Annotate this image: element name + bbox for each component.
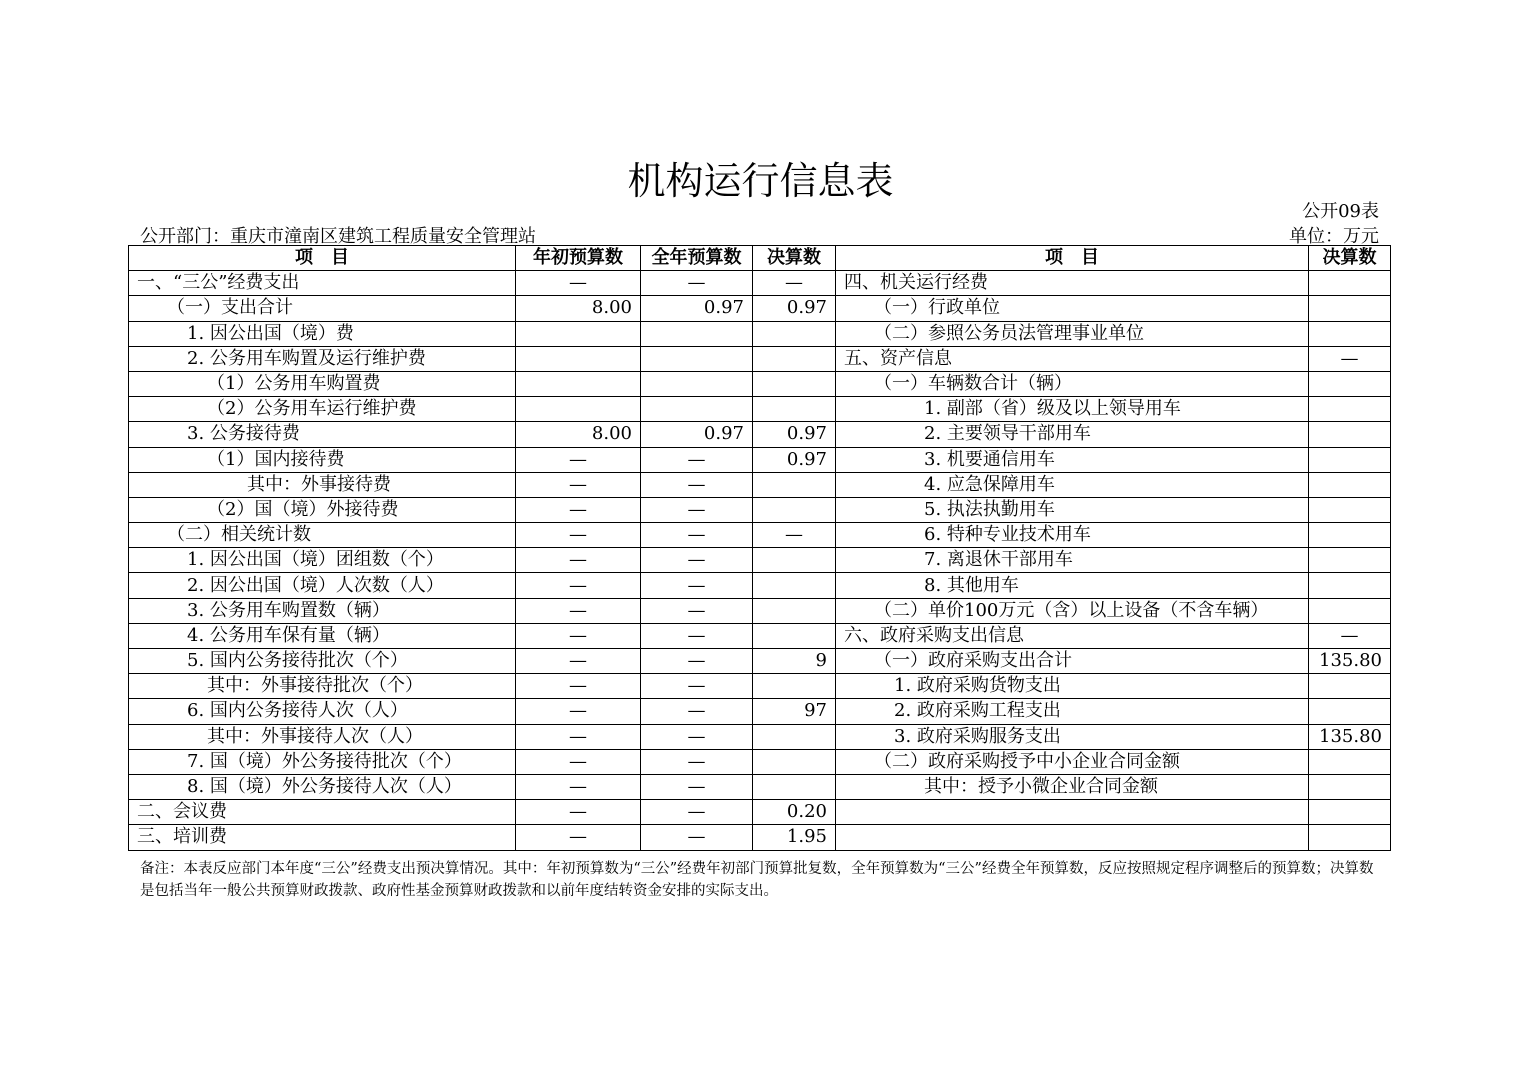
- row-item-right: 1. 政府采购货物支出: [836, 674, 1309, 699]
- row-final-accounts: [753, 548, 836, 573]
- row-full-year-budget: —: [641, 472, 753, 497]
- table-row: [129, 774, 1391, 799]
- row-item-right: [836, 825, 1309, 850]
- row-initial-budget: [516, 321, 641, 346]
- department-label: 公开部门：重庆市潼南区建筑工程质量安全管理站: [140, 226, 536, 247]
- row-final-accounts: —: [753, 523, 836, 548]
- row-item-left: （一）支出合计: [129, 296, 516, 321]
- row-item-left: 2. 因公出国（境）人次数（人）: [129, 573, 516, 598]
- row-full-year-budget: 0.97: [641, 422, 753, 447]
- row-item-left: 其中：外事接待费: [129, 472, 516, 497]
- table-row: [129, 699, 1391, 724]
- row-final-accounts: [753, 623, 836, 648]
- table-row: [129, 371, 1391, 396]
- table-row: [129, 296, 1391, 321]
- header-final-accounts: 决算数: [753, 246, 836, 271]
- footnote: 备注：本表反应部门本年度“三公”经费支出预决算情况。其中：年初预算数为“三公”经费年初部门预算批复数，全年预算数为“三公”经费全年预算数，反应按照规定程序调整后的预算数；决算数是包括当年一般公共预算财政拨款、政府性基金预算财政拨款和以前年度结转资金安排的实际支出。: [140, 861, 1374, 899]
- table-row: [129, 422, 1391, 447]
- row-initial-budget: —: [516, 497, 641, 522]
- row-final-accounts: 0.97: [753, 296, 836, 321]
- row-initial-budget: —: [516, 548, 641, 573]
- row-full-year-budget: —: [641, 548, 753, 573]
- row-final-accounts: 0.20: [753, 800, 836, 825]
- row-initial-budget: —: [516, 598, 641, 623]
- row-final-accounts-right: [1309, 674, 1391, 699]
- row-item-right: （一）行政单位: [836, 296, 1309, 321]
- unit-label: 单位：万元: [1289, 226, 1379, 247]
- row-item-right: 2. 主要领导干部用车: [836, 422, 1309, 447]
- row-initial-budget: —: [516, 523, 641, 548]
- row-final-accounts-right: [1309, 321, 1391, 346]
- row-final-accounts-right: [1309, 825, 1391, 850]
- row-item-right: （二）单价100万元（含）以上设备（不含车辆）: [836, 598, 1309, 623]
- row-item-right: 其中：授予小微企业合同金额: [836, 774, 1309, 799]
- row-full-year-budget: —: [641, 674, 753, 699]
- row-final-accounts-right: [1309, 800, 1391, 825]
- row-final-accounts: [753, 573, 836, 598]
- table-row: [129, 825, 1391, 850]
- table-row: [129, 749, 1391, 774]
- page-title: 机构运行信息表: [627, 159, 894, 203]
- row-item-right: 六、政府采购支出信息: [836, 623, 1309, 648]
- row-full-year-budget: [641, 321, 753, 346]
- row-full-year-budget: —: [641, 825, 753, 850]
- row-full-year-budget: —: [641, 523, 753, 548]
- table-row: [129, 598, 1391, 623]
- row-full-year-budget: —: [641, 774, 753, 799]
- header-final-accounts-right: 决算数: [1309, 246, 1391, 271]
- row-final-accounts: [753, 598, 836, 623]
- row-initial-budget: [516, 371, 641, 396]
- row-final-accounts-right: [1309, 774, 1391, 799]
- table-row: [129, 548, 1391, 573]
- row-initial-budget: 8.00: [516, 296, 641, 321]
- row-full-year-budget: —: [641, 573, 753, 598]
- row-final-accounts-right: [1309, 447, 1391, 472]
- row-final-accounts-right: [1309, 523, 1391, 548]
- row-item-right: （二）政府采购授予中小企业合同金额: [836, 749, 1309, 774]
- row-final-accounts: [753, 397, 836, 422]
- row-final-accounts: 0.97: [753, 422, 836, 447]
- row-full-year-budget: —: [641, 447, 753, 472]
- row-item-left: 3. 公务接待费: [129, 422, 516, 447]
- row-final-accounts-right: [1309, 749, 1391, 774]
- row-final-accounts-right: —: [1309, 623, 1391, 648]
- row-item-left: 一、“三公”经费支出: [129, 271, 516, 296]
- row-full-year-budget: [641, 397, 753, 422]
- row-item-left: 2. 公务用车购置及运行维护费: [129, 346, 516, 371]
- row-final-accounts-right: [1309, 371, 1391, 396]
- table-row: [129, 649, 1391, 674]
- row-initial-budget: —: [516, 699, 641, 724]
- row-final-accounts: [753, 472, 836, 497]
- row-final-accounts-right: [1309, 422, 1391, 447]
- row-full-year-budget: —: [641, 497, 753, 522]
- table-row: [129, 573, 1391, 598]
- row-final-accounts: 9: [753, 649, 836, 674]
- row-initial-budget: —: [516, 472, 641, 497]
- row-final-accounts-right: [1309, 296, 1391, 321]
- row-full-year-budget: —: [641, 800, 753, 825]
- row-initial-budget: 8.00: [516, 422, 641, 447]
- row-final-accounts-right: [1309, 598, 1391, 623]
- row-final-accounts: [753, 346, 836, 371]
- row-final-accounts: 1.95: [753, 825, 836, 850]
- row-item-right: 4. 应急保障用车: [836, 472, 1309, 497]
- row-item-right: 五、资产信息: [836, 346, 1309, 371]
- row-full-year-budget: 0.97: [641, 296, 753, 321]
- row-final-accounts-right: [1309, 699, 1391, 724]
- row-full-year-budget: —: [641, 598, 753, 623]
- row-full-year-budget: —: [641, 649, 753, 674]
- row-initial-budget: —: [516, 825, 641, 850]
- row-final-accounts-right: [1309, 573, 1391, 598]
- row-item-left: （二）相关统计数: [129, 523, 516, 548]
- row-initial-budget: —: [516, 674, 641, 699]
- row-item-left: （2）国（境）外接待费: [129, 497, 516, 522]
- row-full-year-budget: [641, 346, 753, 371]
- row-final-accounts: [753, 371, 836, 396]
- row-item-right: 6. 特种专业技术用车: [836, 523, 1309, 548]
- row-full-year-budget: —: [641, 699, 753, 724]
- row-full-year-budget: —: [641, 271, 753, 296]
- row-item-left: （1）公务用车购置费: [129, 371, 516, 396]
- table-row: [129, 674, 1391, 699]
- info-table: [128, 245, 1391, 851]
- row-item-right: [836, 800, 1309, 825]
- table-row: [129, 724, 1391, 749]
- row-initial-budget: —: [516, 724, 641, 749]
- row-initial-budget: [516, 346, 641, 371]
- row-final-accounts-right: 135.80: [1309, 649, 1391, 674]
- row-item-left: 3. 公务用车购置数（辆）: [129, 598, 516, 623]
- row-item-left: 7. 国（境）外公务接待批次（个）: [129, 749, 516, 774]
- row-initial-budget: —: [516, 271, 641, 296]
- row-final-accounts: 97: [753, 699, 836, 724]
- row-final-accounts: [753, 749, 836, 774]
- table-row: [129, 346, 1391, 371]
- row-item-right: （二）参照公务员法管理事业单位: [836, 321, 1309, 346]
- row-item-left: 5. 国内公务接待批次（个）: [129, 649, 516, 674]
- row-final-accounts-right: —: [1309, 346, 1391, 371]
- form-number: 公开09表: [1302, 201, 1379, 222]
- row-final-accounts: —: [753, 271, 836, 296]
- row-item-left: 1. 因公出国（境）团组数（个）: [129, 548, 516, 573]
- row-final-accounts-right: [1309, 497, 1391, 522]
- row-final-accounts: [753, 724, 836, 749]
- row-initial-budget: [516, 397, 641, 422]
- row-item-left: （1）国内接待费: [129, 447, 516, 472]
- row-initial-budget: —: [516, 749, 641, 774]
- table-header-row: [129, 246, 1391, 271]
- row-full-year-budget: —: [641, 623, 753, 648]
- table-row: [129, 623, 1391, 648]
- row-item-right: 7. 离退休干部用车: [836, 548, 1309, 573]
- row-item-right: 1. 副部（省）级及以上领导用车: [836, 397, 1309, 422]
- row-item-left: 其中：外事接待批次（个）: [129, 674, 516, 699]
- table-row: [129, 523, 1391, 548]
- row-item-left: 1. 因公出国（境）费: [129, 321, 516, 346]
- row-final-accounts: [753, 774, 836, 799]
- row-item-right: 3. 机要通信用车: [836, 447, 1309, 472]
- row-final-accounts-right: 135.80: [1309, 724, 1391, 749]
- table-body: [129, 271, 1391, 850]
- row-item-left: 8. 国（境）外公务接待人次（人）: [129, 774, 516, 799]
- table-row: [129, 800, 1391, 825]
- row-initial-budget: —: [516, 774, 641, 799]
- row-full-year-budget: —: [641, 724, 753, 749]
- row-item-left: 4. 公务用车保有量（辆）: [129, 623, 516, 648]
- row-final-accounts: [753, 674, 836, 699]
- row-item-left: 其中：外事接待人次（人）: [129, 724, 516, 749]
- table-row: [129, 397, 1391, 422]
- table-row: [129, 497, 1391, 522]
- row-final-accounts: 0.97: [753, 447, 836, 472]
- row-final-accounts: [753, 497, 836, 522]
- row-item-left: 三、培训费: [129, 825, 516, 850]
- row-initial-budget: —: [516, 623, 641, 648]
- row-final-accounts-right: [1309, 548, 1391, 573]
- table-row: [129, 472, 1391, 497]
- row-final-accounts: [753, 321, 836, 346]
- row-initial-budget: —: [516, 800, 641, 825]
- row-item-right: （一）车辆数合计（辆）: [836, 371, 1309, 396]
- row-full-year-budget: [641, 371, 753, 396]
- row-item-left: 二、会议费: [129, 800, 516, 825]
- row-initial-budget: —: [516, 447, 641, 472]
- row-item-right: 5. 执法执勤用车: [836, 497, 1309, 522]
- row-item-right: 四、机关运行经费: [836, 271, 1309, 296]
- row-item-right: 8. 其他用车: [836, 573, 1309, 598]
- header-full-year-budget: 全年预算数: [641, 246, 753, 271]
- row-final-accounts-right: [1309, 472, 1391, 497]
- row-item-left: （2）公务用车运行维护费: [129, 397, 516, 422]
- table-row: [129, 447, 1391, 472]
- row-final-accounts-right: [1309, 397, 1391, 422]
- row-item-left: 6. 国内公务接待人次（人）: [129, 699, 516, 724]
- row-item-right: （一）政府采购支出合计: [836, 649, 1309, 674]
- header-initial-budget: 年初预算数: [516, 246, 641, 271]
- table-row: [129, 271, 1391, 296]
- row-full-year-budget: —: [641, 749, 753, 774]
- row-initial-budget: —: [516, 649, 641, 674]
- row-initial-budget: —: [516, 573, 641, 598]
- row-final-accounts-right: [1309, 271, 1391, 296]
- header-item-right: 项 目: [836, 246, 1309, 271]
- row-item-right: 3. 政府采购服务支出: [836, 724, 1309, 749]
- row-item-right: 2. 政府采购工程支出: [836, 699, 1309, 724]
- table-row: [129, 321, 1391, 346]
- header-item: 项 目: [129, 246, 516, 271]
